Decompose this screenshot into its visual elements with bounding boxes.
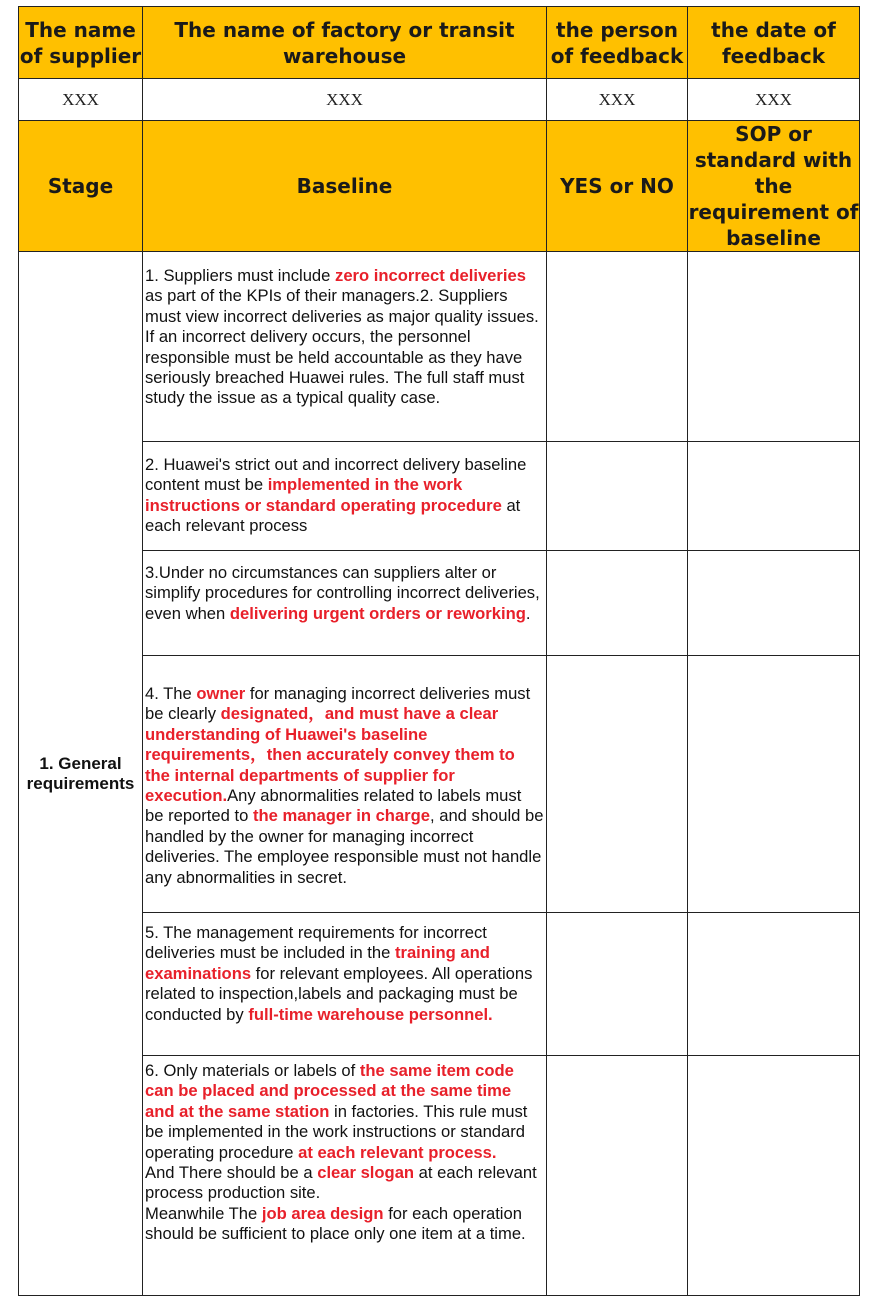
feedback-person-value[interactable]: XXX — [547, 79, 688, 121]
baseline-text: for relevant employees. All operations related to inspection,labels and packaging must be conducted by — [145, 963, 533, 1024]
highlighted-requirement-text: training and examinations — [145, 943, 490, 983]
highlighted-requirement-text: the same item code can be placed and processed at the same time and at the same station — [145, 1061, 514, 1121]
highlighted-requirement-text: designated，and must have a clear understanding of Huawei's baseline requirements，then accurately convey them to the internal departments of supplier for execution. — [145, 704, 515, 806]
baseline-text: . — [525, 603, 531, 623]
yes-no-cell-4[interactable] — [547, 656, 688, 913]
sop-column-header: SOP or standard with the requirement of baseline — [688, 122, 859, 250]
sop-cell-2[interactable] — [688, 442, 860, 551]
baseline-text: 3.Under no circumstances can suppliers alter or simplify procedures for controlling incorrect deliveries, even when — [145, 563, 540, 623]
sop-cell-6[interactable] — [688, 1056, 860, 1296]
yes-no-cell-6[interactable] — [547, 1056, 688, 1296]
baseline-table — [18, 6, 860, 1296]
supplier-name-header: The name of supplier — [19, 7, 143, 79]
sop-cell-5[interactable] — [688, 913, 860, 1056]
baseline-text: 1. Suppliers must include — [145, 266, 336, 285]
highlighted-requirement-text: clear slogan — [317, 1163, 415, 1183]
baseline-column-header: Baseline — [143, 121, 547, 252]
yes-no-column-header: YES or NO — [547, 121, 688, 252]
baseline-text: Meanwhile The — [145, 1203, 262, 1223]
baseline-text: Any abnormalities related to labels must be reported to — [145, 786, 522, 826]
sop-cell-3[interactable] — [688, 551, 860, 656]
factory-name-value[interactable]: XXX — [143, 79, 547, 121]
baseline-row-4 — [143, 656, 547, 913]
feedback-date-header: the date of feedback — [688, 7, 860, 79]
baseline-text: in factories. This rule must be implemented in the work instructions or standard operating procedure — [145, 1101, 528, 1162]
highlighted-requirement-text: owner — [196, 684, 246, 703]
baseline-row-3 — [143, 551, 547, 656]
baseline-text: as part of the KPIs of their managers.2. Suppliers must view incorrect deliveries as major quality issues. If an incorrect delivery occurs, the personnel responsible must be held accountable as they have seriously breached Huawei rules. The full staff must study the issue as a typical quality case. — [145, 286, 539, 408]
factory-name-header: The name of factory or transit warehouse — [143, 7, 547, 79]
yes-no-cell-5[interactable] — [547, 913, 688, 1056]
sop-cell-1[interactable] — [688, 252, 860, 442]
baseline-text: , and should be handled by the owner for managing incorrect deliveries. The employee responsible must not handle any abnormalities in secret. — [145, 806, 544, 887]
highlighted-requirement-text: job area design — [261, 1203, 384, 1223]
baseline-text: 4. The — [145, 684, 197, 703]
baseline-row-1 — [143, 252, 547, 442]
stage-label: 1. General requirements — [26, 753, 135, 793]
baseline-row-2 — [143, 442, 547, 551]
sop-cell-4[interactable] — [688, 656, 860, 913]
baseline-text: for managing incorrect deliveries must be clearly — [145, 684, 531, 724]
baseline-text: at each relevant process production site. — [145, 1163, 537, 1203]
yes-no-cell-3[interactable] — [547, 551, 688, 656]
feedback-date-value[interactable]: XXX — [688, 79, 860, 121]
supplier-name-value[interactable]: XXX — [19, 79, 143, 121]
baseline-row-6 — [143, 1056, 547, 1296]
baseline-text: at each relevant process — [145, 495, 521, 536]
yes-no-cell-1[interactable] — [547, 252, 688, 442]
baseline-text: 6. Only materials or labels of — [145, 1061, 360, 1080]
feedback-person-header: the person of feedback — [547, 7, 688, 79]
baseline-row-5 — [143, 913, 547, 1056]
yes-no-cell-2[interactable] — [547, 442, 688, 551]
stage-column-header: Stage — [19, 121, 143, 252]
baseline-text: 5. The management requirements for incorrect deliveries must be included in the — [145, 923, 487, 963]
highlighted-requirement-text: full-time warehouse personnel. — [248, 1004, 493, 1024]
stage-cell — [19, 252, 143, 1296]
highlighted-requirement-text: delivering urgent orders or reworking — [229, 603, 526, 623]
highlighted-requirement-text: at each relevant process. — [298, 1142, 497, 1162]
highlighted-requirement-text: the manager in charge — [252, 806, 430, 826]
baseline-text: 2. Huawei's strict out and incorrect delivery baseline content must be — [145, 455, 527, 495]
highlighted-requirement-text: zero incorrect deliveries — [335, 266, 526, 285]
baseline-text: for each operation should be sufficient to place only one item at a time. — [145, 1203, 526, 1244]
highlighted-requirement-text: implemented in the work instructions or standard operating procedure — [145, 475, 502, 515]
baseline-text: And There should be a — [145, 1163, 318, 1183]
